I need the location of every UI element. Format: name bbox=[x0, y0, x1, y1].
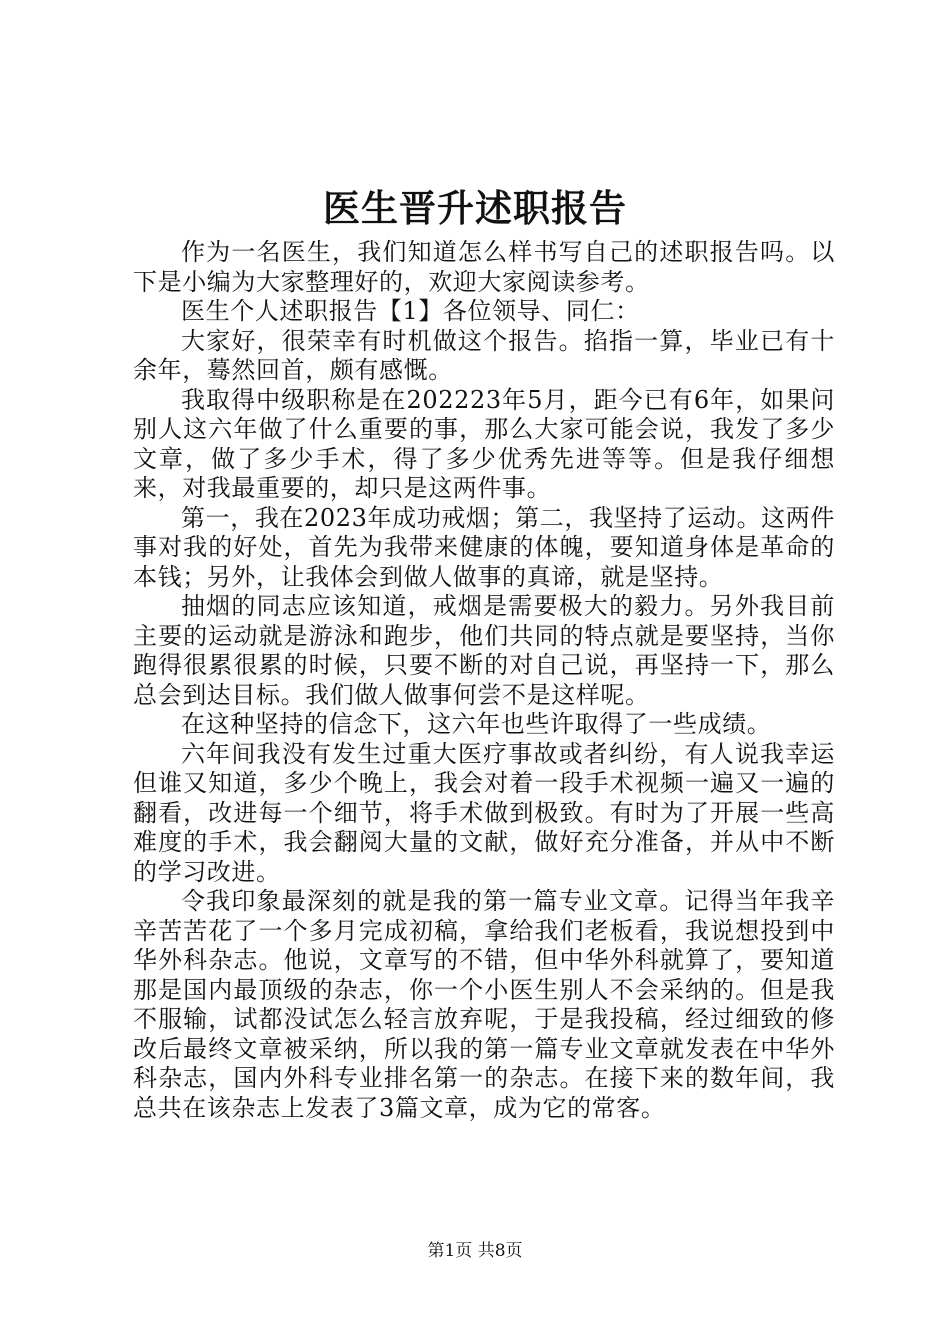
paragraph: 六年间我没有发生过重大医疗事故或者纠纷，有人说我幸运但谁又知道，多少个晚上，我会对着一段手术视频一遍又一遍的翻看，改进每一个细节，将手术做到极致。有时为了开展一些高难度的手术，我会翻阅大量的文献，做好充分准备，并从中不断的学习改进。 bbox=[133, 739, 835, 886]
page-footer-indicator: 第1页 共8页 bbox=[427, 1241, 523, 1261]
paragraph: 抽烟的同志应该知道，戒烟是需要极大的毅力。另外我目前主要的运动就是游泳和跑步，他们共同的特点就是要坚持，当你跑得很累很累的时候，只要不断的对自己说，再坚持一下，那么总会到达目标。我们做人做事何尝不是这样呢。 bbox=[133, 592, 835, 709]
paragraph: 第一，我在2023年成功戒烟；第二，我坚持了运动。这两件事对我的好处，首先为我带来健康的体魄，要知道身体是革命的本钱；另外，让我体会到做人做事的真谛，就是坚持。 bbox=[133, 503, 835, 591]
paragraph: 医生个人述职报告【1】各位领导、同仁： bbox=[181, 297, 640, 325]
document-title: 医生晋升述职报告 bbox=[323, 186, 627, 230]
paragraph: 大家好，很荣幸有时机做这个报告。掐指一算，毕业已有十余年，蓦然回首，颇有感慨。 bbox=[133, 326, 835, 384]
document-body bbox=[133, 238, 835, 1123]
paragraph: 我取得中级职称是在202223年5月，距今已有6年，如果问别人这六年做了什么重要的事，那么大家可能会说，我发了多少文章，做了多少手术，得了多少优秀先进等等。但是我仔细想来，对我最重要的，却只是这两件事。 bbox=[133, 385, 835, 502]
paragraph: 作为一名医生，我们知道怎么样书写自己的述职报告吗。以下是小编为大家整理好的，欢迎大家阅读参考。 bbox=[133, 238, 835, 296]
paragraph: 在这种坚持的信念下，这六年也些许取得了一些成绩。 bbox=[181, 710, 772, 738]
paragraph: 令我印象最深刻的就是我的第一篇专业文章。记得当年我辛辛苦苦花了一个多月完成初稿，拿给我们老板看，我说想投到中华外科杂志。他说，文章写的不错，但中华外科就算了，要知道那是国内最顶级的杂志，你一个小医生别人不会采纳的。但是我不服输，试都没试怎么轻言放弃呢，于是我投稿，经过细致的修改后最终文章被采纳，所以我的第一篇专业文章就发表在中华外科杂志，国内外科专业排名第一的杂志。在接下来的数年间，我总共在该杂志上发表了3篇文章，成为它的常客。 bbox=[133, 887, 835, 1122]
